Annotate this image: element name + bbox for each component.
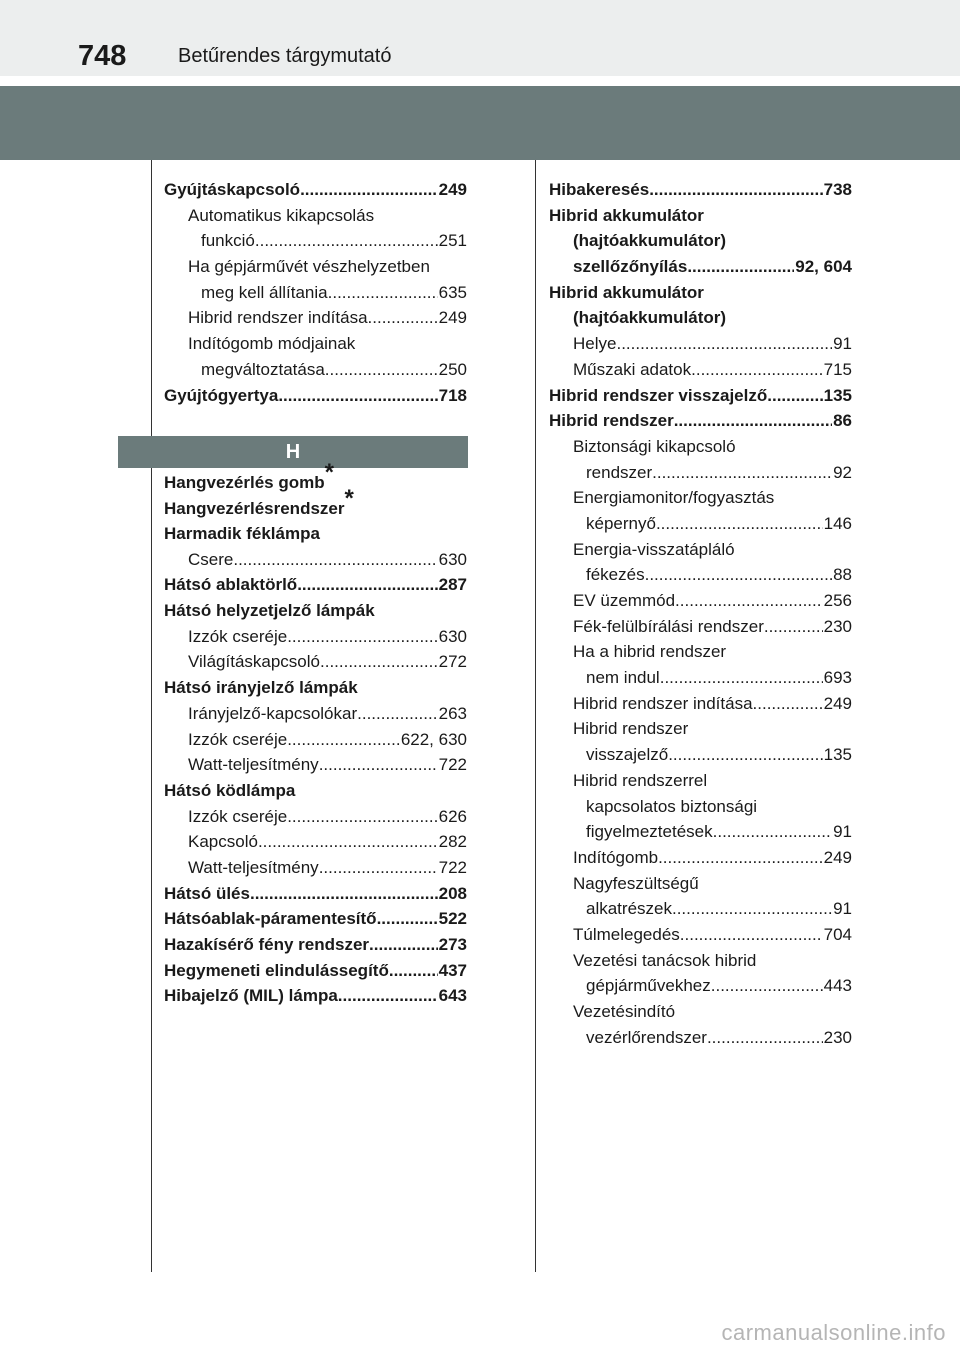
index-entry: [164, 752, 467, 778]
index-entry: [164, 357, 467, 383]
entry-label: Vezetésindító: [573, 1002, 676, 1021]
entry-page: 263: [438, 703, 467, 723]
dot-leader: [691, 357, 823, 383]
dot-leader: [707, 1025, 823, 1051]
entry-label: Műszaki adatok: [573, 359, 692, 379]
watermark: carmanualsonline.info: [721, 1320, 946, 1345]
index-entry: [549, 305, 852, 331]
index-entry: [549, 562, 852, 588]
entry-label: Csere: [188, 549, 234, 569]
index-entry: [549, 819, 852, 845]
entry-label: funkció: [201, 231, 255, 251]
header-bar: [0, 0, 960, 76]
index-entry: [549, 460, 852, 486]
entry-page: 630: [438, 626, 467, 646]
entry-page: 622, 630: [400, 729, 467, 749]
entry-label: vezérlőrendszer: [586, 1027, 707, 1047]
entry-page: 722: [438, 857, 467, 877]
dot-leader: [297, 572, 437, 598]
index-entry: [549, 922, 852, 948]
entry-label: nem indul: [586, 668, 660, 688]
index-entry: [549, 254, 852, 280]
entry-label: Izzók cseréje: [188, 626, 288, 646]
entry-label: Hibakeresés: [549, 180, 650, 199]
index-entry: [164, 624, 467, 650]
entry-label: Ha gépjárművét vészhelyzetben: [188, 257, 430, 277]
entry-page: 630: [438, 549, 467, 569]
index-entry: [549, 768, 852, 794]
entry-page: 208: [438, 883, 467, 903]
dot-leader: [764, 614, 823, 640]
entry-label: EV üzemmód: [573, 591, 676, 610]
dot-leader: [319, 752, 438, 778]
entry-label: Hátsóablak-páramentesítő: [164, 909, 377, 929]
entry-label: Gyújtógyertya: [164, 385, 279, 405]
entry-page: 443: [823, 976, 852, 996]
index-entry: [549, 999, 852, 1025]
index-entry: [549, 588, 852, 614]
index-entry: [549, 228, 852, 254]
dot-leader: [338, 983, 438, 1009]
dot-leader: [753, 691, 823, 717]
entry-page: 230: [823, 1027, 852, 1047]
entry-label: Ha a hibrid rendszer: [573, 642, 727, 662]
index-entry: [549, 280, 852, 306]
entry-label: fékezés: [586, 565, 645, 585]
entry-label: Hibrid rendszer: [549, 411, 674, 431]
left-column-bottom: [164, 521, 467, 1009]
entry-page: 626: [438, 806, 467, 826]
index-entry: [164, 280, 467, 306]
dot-leader: [319, 855, 438, 881]
dot-leader: [328, 280, 438, 306]
entry-page: 249: [823, 693, 852, 713]
entry-label: Kapcsoló: [188, 832, 258, 852]
entry-label: megváltoztatása: [201, 359, 325, 379]
entry-label: Hátsó ülés: [164, 883, 250, 903]
column-rule-left: [151, 160, 152, 1272]
index-entry: [549, 845, 852, 871]
header-band: [0, 86, 960, 160]
index-entry: [164, 958, 467, 984]
dot-leader: [287, 727, 400, 753]
entry-page: 91: [833, 822, 852, 842]
entry-page: 86: [833, 411, 852, 431]
index-entry: [164, 521, 467, 547]
dot-leader: [767, 383, 822, 409]
entry-page: 91: [833, 334, 852, 354]
entry-page: 282: [438, 832, 467, 852]
footnote-star: *: [324, 459, 334, 486]
entry-label: Hibrid rendszer indítása: [188, 308, 368, 328]
dot-leader: [320, 649, 438, 675]
index-entry: [164, 572, 467, 598]
index-entry: [549, 973, 852, 999]
index-entry: [549, 434, 852, 460]
entry-page: 146: [823, 513, 852, 533]
entry-page: 88: [833, 565, 852, 585]
entry-label: Hibrid rendszerrel: [573, 770, 708, 790]
index-entry: [549, 742, 852, 768]
entry-label: Hibrid akkumulátor: [549, 205, 704, 225]
entry-label: Helye: [573, 334, 617, 354]
index-entry: [549, 511, 852, 537]
index-entry: [549, 357, 852, 383]
index-entry: [164, 254, 467, 280]
entry-label: Indítógomb módjainak: [188, 334, 356, 354]
entry-label: meg kell állítania: [201, 282, 328, 302]
entry-label: Hibajelző (MIL) lámpa: [164, 986, 338, 1006]
index-entry: [549, 614, 852, 640]
index-entry: [164, 459, 467, 496]
entry-page: 250: [438, 359, 467, 379]
entry-page: 693: [823, 668, 852, 688]
dot-leader: [325, 357, 438, 383]
dot-leader: [668, 742, 822, 768]
dot-leader: [278, 383, 437, 409]
entry-label: Hazakísérő fény rendszer: [164, 935, 370, 954]
index-entry: [549, 537, 852, 563]
index-entry: [549, 794, 852, 820]
index-entry: [549, 691, 852, 717]
index-entry: [549, 716, 852, 742]
dot-leader: [658, 845, 823, 871]
dot-leader: [233, 547, 437, 573]
dot-leader: [377, 906, 438, 932]
index-entry: [549, 871, 852, 897]
entry-page: 715: [823, 359, 852, 379]
index-entry: [164, 675, 467, 701]
entry-page: 522: [438, 909, 467, 929]
entry-page: 92, 604: [795, 257, 852, 277]
entry-page: 249: [438, 180, 467, 199]
page-number: 748: [78, 40, 127, 72]
page-title: Betűrendes tárgymutató: [178, 45, 392, 67]
entry-page: 722: [438, 755, 467, 775]
entry-label: Vezetési tanácsok hibrid: [573, 950, 757, 970]
right-column: [549, 177, 852, 1050]
index-entry: [164, 203, 467, 229]
index-entry: [164, 547, 467, 573]
entry-page: 230: [823, 616, 852, 636]
entry-label: Hibrid rendszer visszajelző: [549, 385, 768, 405]
dot-leader: [255, 228, 438, 254]
dot-leader: [660, 665, 823, 691]
index-entry: [549, 1025, 852, 1051]
entry-label: rendszer: [586, 462, 653, 482]
entry-page: 718: [438, 385, 467, 405]
entry-page: 704: [823, 924, 852, 944]
index-entry: [549, 948, 852, 974]
entry-page: 643: [438, 986, 467, 1006]
dot-leader: [369, 932, 438, 958]
dot-leader: [389, 958, 438, 984]
entry-page: 635: [438, 282, 467, 302]
entry-page: 273: [438, 935, 467, 954]
entry-label: visszajelző: [586, 745, 669, 765]
index-entry: [164, 331, 467, 357]
dot-leader: [680, 922, 823, 948]
dot-leader: [250, 881, 438, 907]
entry-page: 272: [438, 652, 467, 672]
index-entry: [164, 228, 467, 254]
entry-label: Gyújtáskapcsoló: [164, 180, 301, 199]
index-entry: [549, 639, 852, 665]
entry-page: 92: [833, 462, 852, 482]
entry-page: 287: [438, 575, 467, 595]
entry-label: Hátsó helyzetjelző lámpák: [164, 601, 375, 621]
entry-label: Automatikus kikapcsolás: [188, 205, 375, 225]
entry-page: 249: [438, 308, 467, 328]
entry-label: Harmadik féklámpa: [164, 524, 320, 543]
entry-page: 135: [823, 385, 852, 405]
dot-leader: [300, 177, 438, 203]
index-entry: [164, 484, 467, 522]
entry-label: Nagyfeszültségű: [573, 873, 699, 893]
footnote-star: *: [344, 484, 354, 512]
dot-leader: [368, 305, 438, 331]
entry-page: 249: [823, 847, 852, 867]
index-entry: [549, 665, 852, 691]
left-column-stars: [164, 459, 467, 521]
entry-label: Watt-teljesítmény: [188, 857, 319, 877]
index-entry: [164, 383, 467, 409]
dot-leader: [357, 701, 437, 727]
entry-label: Biztonsági kikapcsoló: [573, 436, 736, 456]
index-entry: [164, 649, 467, 675]
dot-leader: [616, 331, 832, 357]
entry-page: 135: [823, 745, 852, 765]
entry-label: Izzók cseréje: [188, 806, 288, 826]
section-letter-h: H: [118, 436, 468, 468]
entry-label: gépjárművekhez: [586, 976, 711, 996]
dot-leader: [649, 177, 822, 203]
index-entry: [164, 305, 467, 331]
entry-label: Fék-felülbírálási rendszer: [573, 616, 764, 636]
entry-label: Energia-visszatápláló: [573, 539, 735, 559]
dot-leader: [672, 896, 832, 922]
dot-leader: [713, 819, 832, 845]
entry-label: Hátsó irányjelző lámpák: [164, 678, 358, 698]
index-entry: [164, 881, 467, 907]
entry-label: Világításkapcsoló: [188, 652, 320, 672]
entry-label: Hibrid rendszer indítása: [573, 693, 753, 713]
entry-label: Watt-teljesítmény: [188, 755, 319, 775]
index-entry: [164, 727, 467, 753]
dot-leader: [675, 588, 823, 614]
entry-label: Hangvezérlés gomb: [164, 473, 325, 492]
column-rule-right: [535, 160, 536, 1272]
entry-label: (hajtóakkumulátor): [573, 231, 727, 251]
dot-leader: [645, 562, 832, 588]
entry-label: Hátsó ablaktörlő: [164, 575, 298, 595]
index-entry: [164, 804, 467, 830]
dot-leader: [674, 408, 832, 434]
entry-page: 91: [833, 899, 852, 919]
dot-leader: [287, 624, 437, 650]
entry-label: Hegymeneti elindulássegítő: [164, 960, 389, 980]
index-entry: [164, 177, 467, 203]
entry-label: Energiamonitor/fogyasztás: [573, 488, 775, 508]
index-entry: [164, 906, 467, 932]
entry-label: (hajtóakkumulátor): [573, 308, 727, 328]
entry-label: szellőzőnyílás: [573, 257, 688, 277]
entry-label: Túlmelegedés: [573, 924, 680, 944]
dot-leader: [687, 254, 794, 280]
index-entry: [164, 855, 467, 881]
index-entry: [549, 203, 852, 229]
entry-label: Indítógomb: [573, 847, 659, 867]
index-entry: [164, 932, 467, 958]
entry-label: alkatrészek: [586, 899, 672, 919]
index-entry: [164, 829, 467, 855]
entry-label: Hibrid akkumulátor: [549, 282, 704, 302]
dot-leader: [656, 511, 823, 537]
entry-label: kapcsolatos biztonsági: [586, 796, 758, 816]
dot-leader: [258, 829, 438, 855]
index-entry: [549, 383, 852, 409]
entry-label: Hibrid rendszer: [573, 719, 689, 739]
index-entry: [549, 177, 852, 203]
entry-label: Irányjelző-kapcsolókar: [188, 703, 358, 723]
entry-page: 251: [438, 231, 467, 251]
index-entry: [164, 701, 467, 727]
entry-label: figyelmeztetések: [586, 822, 713, 842]
entry-label: Hangvezérlésrendszer: [164, 498, 345, 518]
index-entry: [549, 896, 852, 922]
entry-label: Hátsó ködlámpa: [164, 780, 296, 800]
index-entry: [164, 983, 467, 1009]
index-entry: [549, 408, 852, 434]
entry-label: Izzók cseréje: [188, 729, 288, 749]
index-entry: [164, 778, 467, 804]
dot-leader: [652, 460, 832, 486]
index-entry: [549, 485, 852, 511]
entry-label: képernyő: [586, 513, 656, 533]
index-entry: [549, 331, 852, 357]
dot-leader: [287, 804, 437, 830]
entry-page: 437: [438, 960, 467, 980]
entry-page: 738: [823, 180, 852, 199]
dot-leader: [711, 973, 823, 999]
entry-page: 256: [823, 591, 852, 610]
index-entry: [164, 598, 467, 624]
left-column-top: [164, 177, 467, 408]
